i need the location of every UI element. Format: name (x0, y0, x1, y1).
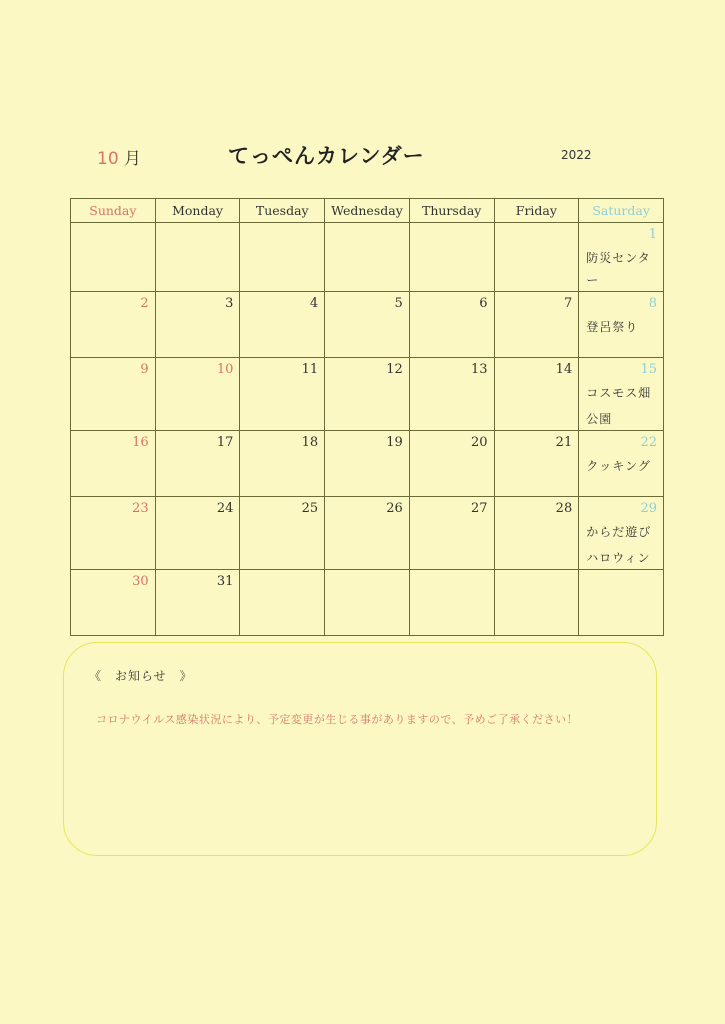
day-number (240, 570, 324, 590)
day-number: 13 (470, 362, 488, 377)
day-cell (71, 497, 156, 570)
calendar-grid (70, 198, 664, 636)
day-number: 4 (309, 296, 319, 311)
day-cell (325, 497, 410, 570)
day-cell (155, 497, 240, 570)
weekday-sunday: Sunday (71, 199, 156, 223)
day-cell (409, 431, 494, 497)
day-cell (240, 431, 325, 497)
day-number: 26 (386, 501, 403, 516)
day-cell (71, 358, 156, 431)
event-text: 防災センター (586, 251, 651, 287)
day-number: 12 (386, 362, 403, 377)
day-number: 16 (132, 435, 149, 450)
day-cell (579, 431, 664, 497)
day-cell (240, 358, 325, 431)
weekday-header-row (71, 199, 664, 223)
day-number: 21 (555, 435, 573, 450)
day-cell (409, 292, 494, 358)
day-number (495, 570, 579, 590)
calendar-body (71, 223, 664, 636)
day-number: 14 (555, 362, 573, 377)
month-unit: 月 (124, 149, 142, 169)
day-number: 18 (301, 435, 319, 450)
day-cell (240, 497, 325, 570)
day-cell (325, 570, 410, 636)
day-number: 6 (479, 296, 488, 311)
day-number: 17 (216, 435, 234, 450)
day-cell (579, 292, 664, 358)
day-number (71, 223, 155, 243)
year-label: 2022 (561, 148, 592, 162)
event-text: 登呂祭り (586, 320, 639, 334)
day-cell (155, 431, 240, 497)
event-text: クッキング (586, 459, 651, 473)
day-cell (71, 570, 156, 636)
weekday-wednesday: Wednesday (325, 199, 410, 223)
weekday-saturday: Saturday (579, 199, 664, 223)
week-row (71, 358, 664, 431)
day-cell (494, 431, 579, 497)
day-number: 1 (648, 227, 657, 242)
day-number (579, 570, 663, 590)
day-number: 27 (470, 501, 488, 516)
day-number: 19 (386, 435, 403, 450)
day-number (325, 223, 409, 243)
day-number: 22 (640, 435, 657, 450)
day-number: 28 (555, 501, 573, 516)
day-cell (579, 223, 664, 292)
day-cell (325, 223, 410, 292)
month-number: 10 (97, 149, 119, 169)
day-cell (409, 223, 494, 292)
day-number: 8 (648, 296, 657, 311)
day-number: 24 (216, 501, 234, 516)
day-cell (494, 570, 579, 636)
weekday-tuesday: Tuesday (240, 199, 325, 223)
day-cell (579, 497, 664, 570)
day-cell (155, 223, 240, 292)
day-number: 9 (140, 362, 149, 377)
day-number (240, 223, 324, 243)
day-cell (240, 223, 325, 292)
month-label (97, 144, 141, 169)
day-cell (409, 570, 494, 636)
day-number: 30 (132, 574, 149, 589)
day-cell (409, 358, 494, 431)
day-cell (240, 292, 325, 358)
day-number (410, 570, 494, 590)
event-text: 公園 (586, 412, 613, 426)
day-number (156, 223, 240, 243)
day-number: 3 (225, 296, 234, 311)
week-row (71, 223, 664, 292)
day-number: 11 (301, 362, 319, 377)
day-number: 29 (640, 501, 657, 516)
day-cell (71, 292, 156, 358)
day-cell (409, 497, 494, 570)
day-cell (240, 570, 325, 636)
event-text: コスモス畑 (586, 386, 652, 400)
day-cell (579, 570, 664, 636)
day-cell (325, 292, 410, 358)
calendar-title: てっぺんカレンダー (228, 144, 425, 168)
day-number (495, 223, 579, 243)
day-number (325, 570, 409, 590)
notice-text: コロナウイルス感染状況により、予定変更が生じる事がありますので、予めご了承ください！ (96, 713, 579, 726)
weekday-monday: Monday (155, 199, 240, 223)
week-row (71, 431, 664, 497)
day-cell (155, 570, 240, 636)
day-cell (579, 358, 664, 431)
day-cell (71, 223, 156, 292)
day-cell (71, 431, 156, 497)
day-number: 31 (216, 574, 234, 589)
day-number: 5 (394, 296, 403, 311)
day-number: 10 (216, 362, 234, 377)
event-text: ハロウィン (586, 551, 651, 565)
day-cell (494, 358, 579, 431)
notice-heading: 《 お知らせ 》 (89, 669, 193, 683)
day-number: 7 (563, 296, 573, 311)
week-row (71, 570, 664, 636)
day-number (410, 223, 494, 243)
day-cell (325, 358, 410, 431)
day-number: 2 (140, 296, 149, 311)
week-row (71, 497, 664, 570)
day-number: 15 (640, 362, 657, 377)
week-row (71, 292, 664, 358)
day-number: 23 (132, 501, 149, 516)
weekday-thursday: Thursday (409, 199, 494, 223)
day-cell (494, 223, 579, 292)
weekday-friday: Friday (494, 199, 579, 223)
event-text: からだ遊び (586, 525, 652, 539)
day-cell (494, 497, 579, 570)
day-cell (494, 292, 579, 358)
day-number: 25 (301, 501, 319, 516)
notice-box (63, 642, 657, 856)
day-cell (325, 431, 410, 497)
day-number: 20 (470, 435, 488, 450)
day-cell (155, 292, 240, 358)
day-cell (155, 358, 240, 431)
